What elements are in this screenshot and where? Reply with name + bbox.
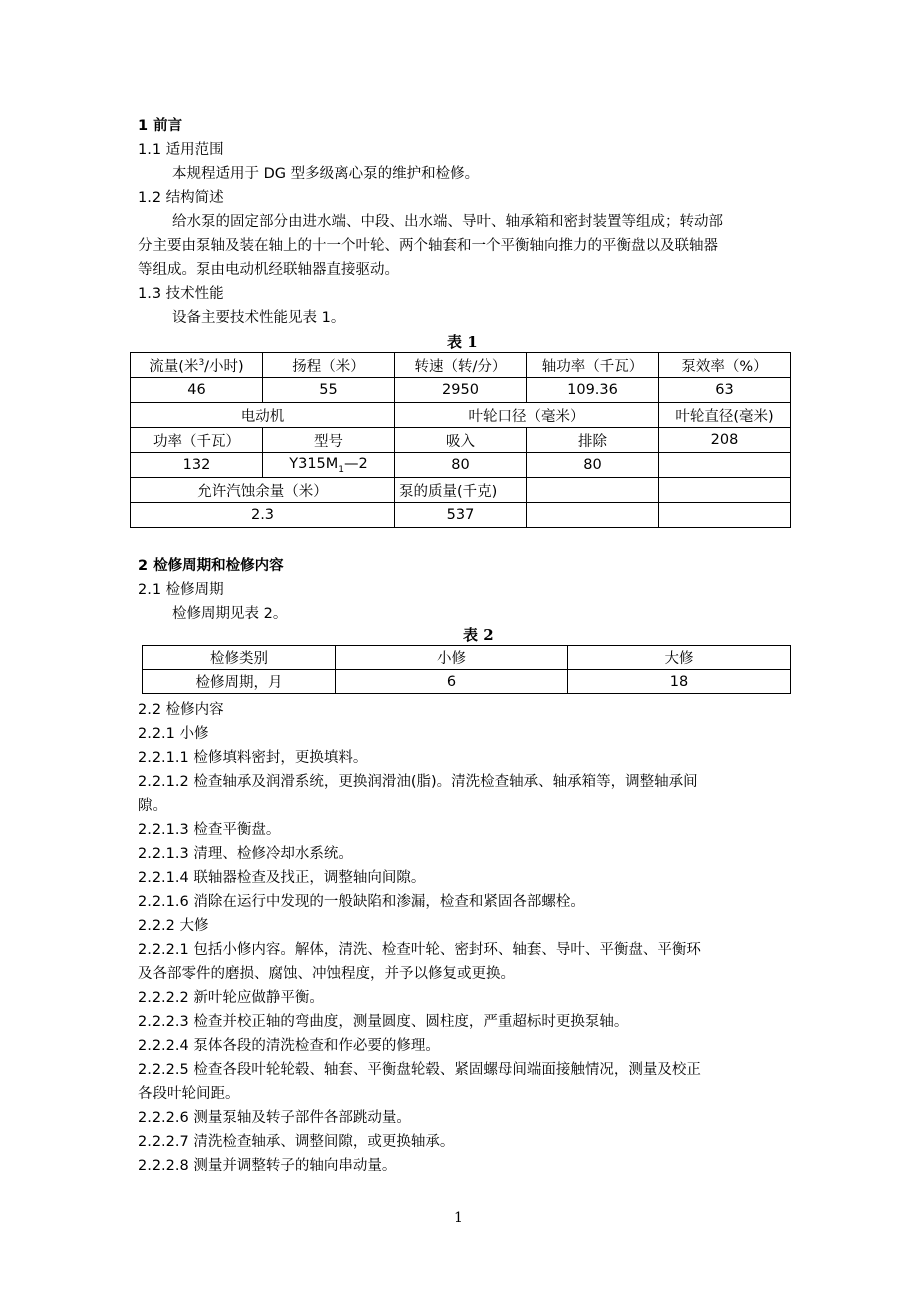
header-impeller-bore: 叶轮口径（毫米） [395,403,659,428]
header-flow-unit: /小时) [204,358,244,375]
header-motor: 电动机 [131,403,395,428]
table-row [143,646,791,670]
section-2-title: 2 检修周期和检修内容 [138,558,284,574]
list-item: 2.2.1.2 检查轴承及润滑系统，更换润滑油(脂)。清洗检查轴承、轴承箱等，调整轴承间 [138,774,698,790]
table-1-caption: 表 1 [447,333,478,351]
value-major-cycle: 18 [568,670,791,694]
list-item-continuation: 各段叶轮间距。 [138,1086,240,1102]
table-cell-empty [527,503,659,528]
list-item: 2.2.2.5 检查各段叶轮轮毂、轴套、平衡盘轮毂、紧固螺母间端面接触情况，测量及校正 [138,1062,701,1078]
header-flow-superscript: 3 [198,357,205,368]
list-item: 2.2.2.6 测量泵轴及转子部件各部跳动量。 [138,1110,411,1126]
table-1 [130,352,791,528]
table-cell [131,353,263,378]
list-item: 2.2.1.3 检查平衡盘。 [138,822,281,838]
header-minor-repair: 小修 [336,646,568,670]
section-2-2-1-heading: 2.2.1 小修 [138,726,209,742]
value-minor-cycle: 6 [336,670,568,694]
list-item: 2.2.2.2 新叶轮应做静平衡。 [138,990,324,1006]
header-discharge: 排除 [527,428,659,453]
header-flow: 流量(米 [149,358,199,375]
section-1-1-heading: 1.1 适用范围 [138,142,224,158]
value-impeller-diameter: 208 [659,428,791,453]
value-shaft-power: 109.36 [527,378,659,403]
section-1-title: 1 前言 [138,118,183,134]
value-flow: 46 [131,378,263,403]
section-1-1-paragraph: 本规程适用于 DG 型多级离心泵的维护和检修。 [172,166,480,182]
value-pump-mass: 537 [395,503,527,528]
header-speed: 转速（转/分） [395,353,527,378]
header-pump-mass: 泵的质量(千克) [395,478,527,503]
header-maintenance-type: 检修类别 [143,646,336,670]
header-motor-model: 型号 [263,428,395,453]
header-efficiency: 泵效率（%） [659,353,791,378]
section-1-3-heading: 1.3 技术性能 [138,286,224,302]
value-suction: 80 [395,453,527,478]
header-head: 扬程（米） [263,353,395,378]
section-2-2-2-heading: 2.2.2 大修 [138,918,209,934]
header-suction: 吸入 [395,428,527,453]
list-item: 2.2.2.3 检查并校正轴的弯曲度，测量圆度、圆柱度，严重超标时更换泵轴。 [138,1014,629,1030]
list-item: 2.2.2.1 包括小修内容。解体，清洗、检查叶轮、密封环、轴套、导叶、平衡盘、平衡环 [138,942,701,958]
list-item: 2.2.2.4 泵体各段的清洗检查和作必要的修理。 [138,1038,440,1054]
section-2-1-paragraph: 检修周期见表 2。 [172,606,288,622]
value-motor-model-subscript: 1 [338,464,345,475]
value-motor-power: 132 [131,453,263,478]
section-2-1-heading: 2.1 检修周期 [138,582,224,598]
table-cell-empty [659,478,791,503]
list-item: 2.2.1.6 消除在运行中发现的一般缺陷和渗漏，检查和紧固各部螺栓。 [138,894,585,910]
table-row [131,403,791,428]
header-major-repair: 大修 [568,646,791,670]
value-head: 55 [263,378,395,403]
table-row [131,503,791,528]
value-speed: 2950 [395,378,527,403]
header-shaft-power: 轴功率（千瓦） [527,353,659,378]
section-1-2-paragraph-line1: 给水泵的固定部分由进水端、中段、出水端、导叶、轴承箱和密封装置等组成；转动部 [172,214,723,230]
list-item: 2.2.1.1 检修填料密封，更换填料。 [138,750,368,766]
table-2 [142,645,791,694]
section-1-2-paragraph-line3: 等组成。泵由电动机经联轴器直接驱动。 [138,262,399,278]
table-row [131,378,791,403]
value-efficiency: 63 [659,378,791,403]
table-cell [263,453,395,478]
table-2-caption: 表 2 [463,626,494,644]
list-item: 2.2.2.8 测量并调整转子的轴向串动量。 [138,1158,397,1174]
value-motor-model: Y315M [289,455,339,472]
list-item-continuation: 及各部零件的磨损、腐蚀、冲蚀程度，并予以修复或更换。 [138,966,515,982]
row-label-cycle: 检修周期，月 [143,670,336,694]
table-row [143,670,791,694]
section-2-2-heading: 2.2 检修内容 [138,702,224,718]
table-row [131,428,791,453]
section-1-2-heading: 1.2 结构简述 [138,190,224,206]
section-1-2-paragraph-line2: 分主要由泵轴及装在轴上的十一个叶轮、两个轴套和一个平衡轴向推力的平衡盘以及联轴器 [138,238,718,254]
table-row [131,453,791,478]
table-row [131,478,791,503]
list-item: 2.2.1.3 清理、检修冷却水系统。 [138,846,353,862]
header-npsh: 允许汽蚀余量（米） [131,478,395,503]
value-discharge: 80 [527,453,659,478]
table-cell-empty [527,478,659,503]
table-row [131,353,791,378]
page-number: 1 [454,1210,463,1226]
list-item-continuation: 隙。 [138,798,167,814]
table-cell-empty [659,453,791,478]
list-item: 2.2.2.7 清洗检查轴承、调整间隙，或更换轴承。 [138,1134,455,1150]
section-1-3-paragraph: 设备主要技术性能见表 1。 [172,310,346,326]
list-item: 2.2.1.4 联轴器检查及找正，调整轴向间隙。 [138,870,426,886]
header-impeller-diameter: 叶轮直径(毫米) [659,403,791,428]
value-npsh: 2.3 [131,503,395,528]
header-motor-power: 功率（千瓦） [131,428,263,453]
value-motor-model-suffix: —2 [344,455,368,472]
table-cell-empty [659,503,791,528]
